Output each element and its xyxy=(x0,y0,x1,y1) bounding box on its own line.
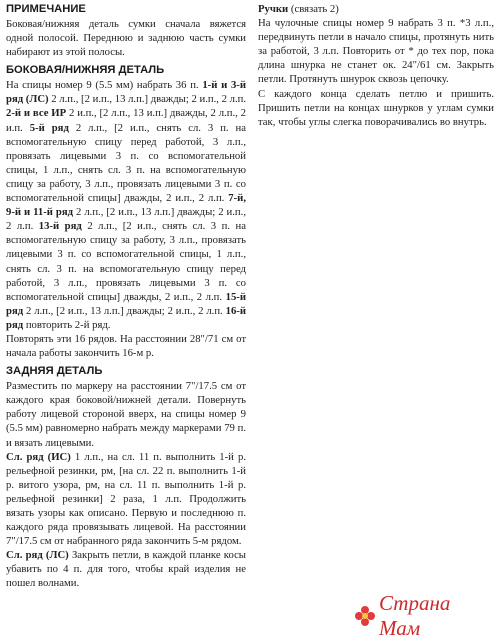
handles-subtitle: (связать 2) xyxy=(288,3,339,15)
right-column xyxy=(258,2,494,129)
back-row-2 xyxy=(6,548,246,590)
handles-text-1: На чулочные спицы номер 9 набрать 3 п. *3 л.п., передвинуть петли в начало спицы, протянуть нить за работой, 3 л.п. Повторить от * до тех пор, пока длина шнурка не станет ок. 24"/61 см. Закрыть петли. Протянуть шнурок сквозь цепочку. xyxy=(258,17,494,86)
note-heading: ПРИМЕЧАНИЕ xyxy=(6,3,86,15)
back-intro: Разместить по маркеру на расстоянии 7"/17.5 см от каждого края боковой/нижней детали. Повернуть работу лицевой стороной вверх, на спицы номер 9 (5.5 мм) равномерно набрать между маркерами 79 п. и вязать лицевыми. xyxy=(6,380,246,449)
back-row-label-2: Сл. ряд (ЛС) xyxy=(6,549,69,562)
side-text-2: 2 л.п., [2 и.п., 13 л.п.] дважды; 2 и.п., 2 л.п. xyxy=(48,93,247,106)
handles-text-2: С каждого конца сделать петлю и пришить. Пришить петли на концах шнурков у углам сумки так, чтобы углы слегка поворачивались во внутрь. xyxy=(258,87,494,128)
side-row-label-2: 2-й и все ИР xyxy=(6,107,67,120)
left-column xyxy=(6,2,246,591)
back-text-2: Закрыть петли, в каждой планке косы убавить по 4 п. для того, чтобы край изделия не пошел волнами. xyxy=(6,549,246,590)
side-heading: БОКОВАЯ/НИЖНЯЯ ДЕТАЛЬ xyxy=(6,64,165,77)
side-text-5: 2 л.п., [2 и.п., 13 л.п.] дважды; 2 и.п., 2 л.п. xyxy=(6,206,246,233)
watermark-text: Страна Мам xyxy=(379,591,451,640)
note-text: Боковая/нижняя деталь сумки сначала вяжется одной полосой. Переднюю и заднюю часть сумки набирают из этой полосы. xyxy=(6,18,246,59)
side-text-3: 2 и.п., [2 л.п., 13 и.п.] дважды, 2 л.п., 2 и.п. xyxy=(6,107,246,134)
side-text-4: 2 л.п., [2 и.п., снять сл. 3 п. на вспомогательную спицу перед работой, 3 л.п., провязать лицевыми 3 п. со вспомогательной спицы, 1 л.п., снять сл. 3 п. на вспомогательную спицу за работу, 3 л.п., провязать лицевыми 3 п. со вспомогательной спицы] дважды, 2 и.п., 2 л.п. xyxy=(6,121,246,205)
side-row-label-3: 5-й ряд xyxy=(29,121,69,134)
back-row-1 xyxy=(6,450,246,549)
side-row-label-7: 16-й ряд xyxy=(6,304,246,331)
side-row-label-5: 13-й ряд xyxy=(38,220,82,233)
side-row-label-1: 1-й и 3-й ряд (ЛС) xyxy=(6,79,247,106)
back-heading: ЗАДНЯЯ ДЕТАЛЬ xyxy=(6,365,103,378)
flower-icon xyxy=(354,605,376,627)
side-text-1: На спицы номер 9 (5.5 мм) набрать 36 п. xyxy=(6,79,203,92)
side-text-6: 2 л.п., [2 и.п., снять сл. 3 п. на вспомогательную спицу за работу, 3 л.п., провязать лицевыми 3 п. со вспомогательной спицы, 1 л.п., снять сл. 3 п. на вспомогательную спицу перед работой, 3 л.п., провязать лицевыми 3 п. со вспомогательной спицы] дважды, 2 и.п., 2 л.п. xyxy=(6,220,246,303)
handles-title: Ручки xyxy=(258,3,289,15)
side-instructions xyxy=(6,78,246,332)
handles-heading xyxy=(258,2,494,16)
back-row-label-1: Сл. ряд (ИС) xyxy=(6,450,71,463)
side-repeat-text: Повторять эти 16 рядов. На расстоянии 28"/71 см от начала работы закончить 16-м р. xyxy=(6,332,246,360)
watermark xyxy=(354,591,494,640)
side-text-7: 2 л.п., [2 и.п., 13 л.п.] дважды; 2 и.п., 2 л.п. xyxy=(23,304,226,317)
side-row-label-4: 7-й, 9-й и 11-й ряд xyxy=(6,192,246,219)
back-text-1: 1 л.п., на сл. 11 п. выполнить 1-й р. рельефной резинки, рм, [на сл. 22 п. выполнить 1-й р. витого узора, рм, на сл. 11 п. выполнить 1-й р. рельефной резинки] 2 раза, 1 л.п. Продолжить вязать узоры как описано. Первую и последнюю п. каждого ряда провязывать лицевой. На расстоянии 7"/17.5 см от набранного ряда закончить 5-м рядом. xyxy=(6,450,246,548)
side-row-label-6: 15-й ряд xyxy=(6,290,246,317)
side-text-8: повторить 2-й ряд. xyxy=(23,318,111,331)
